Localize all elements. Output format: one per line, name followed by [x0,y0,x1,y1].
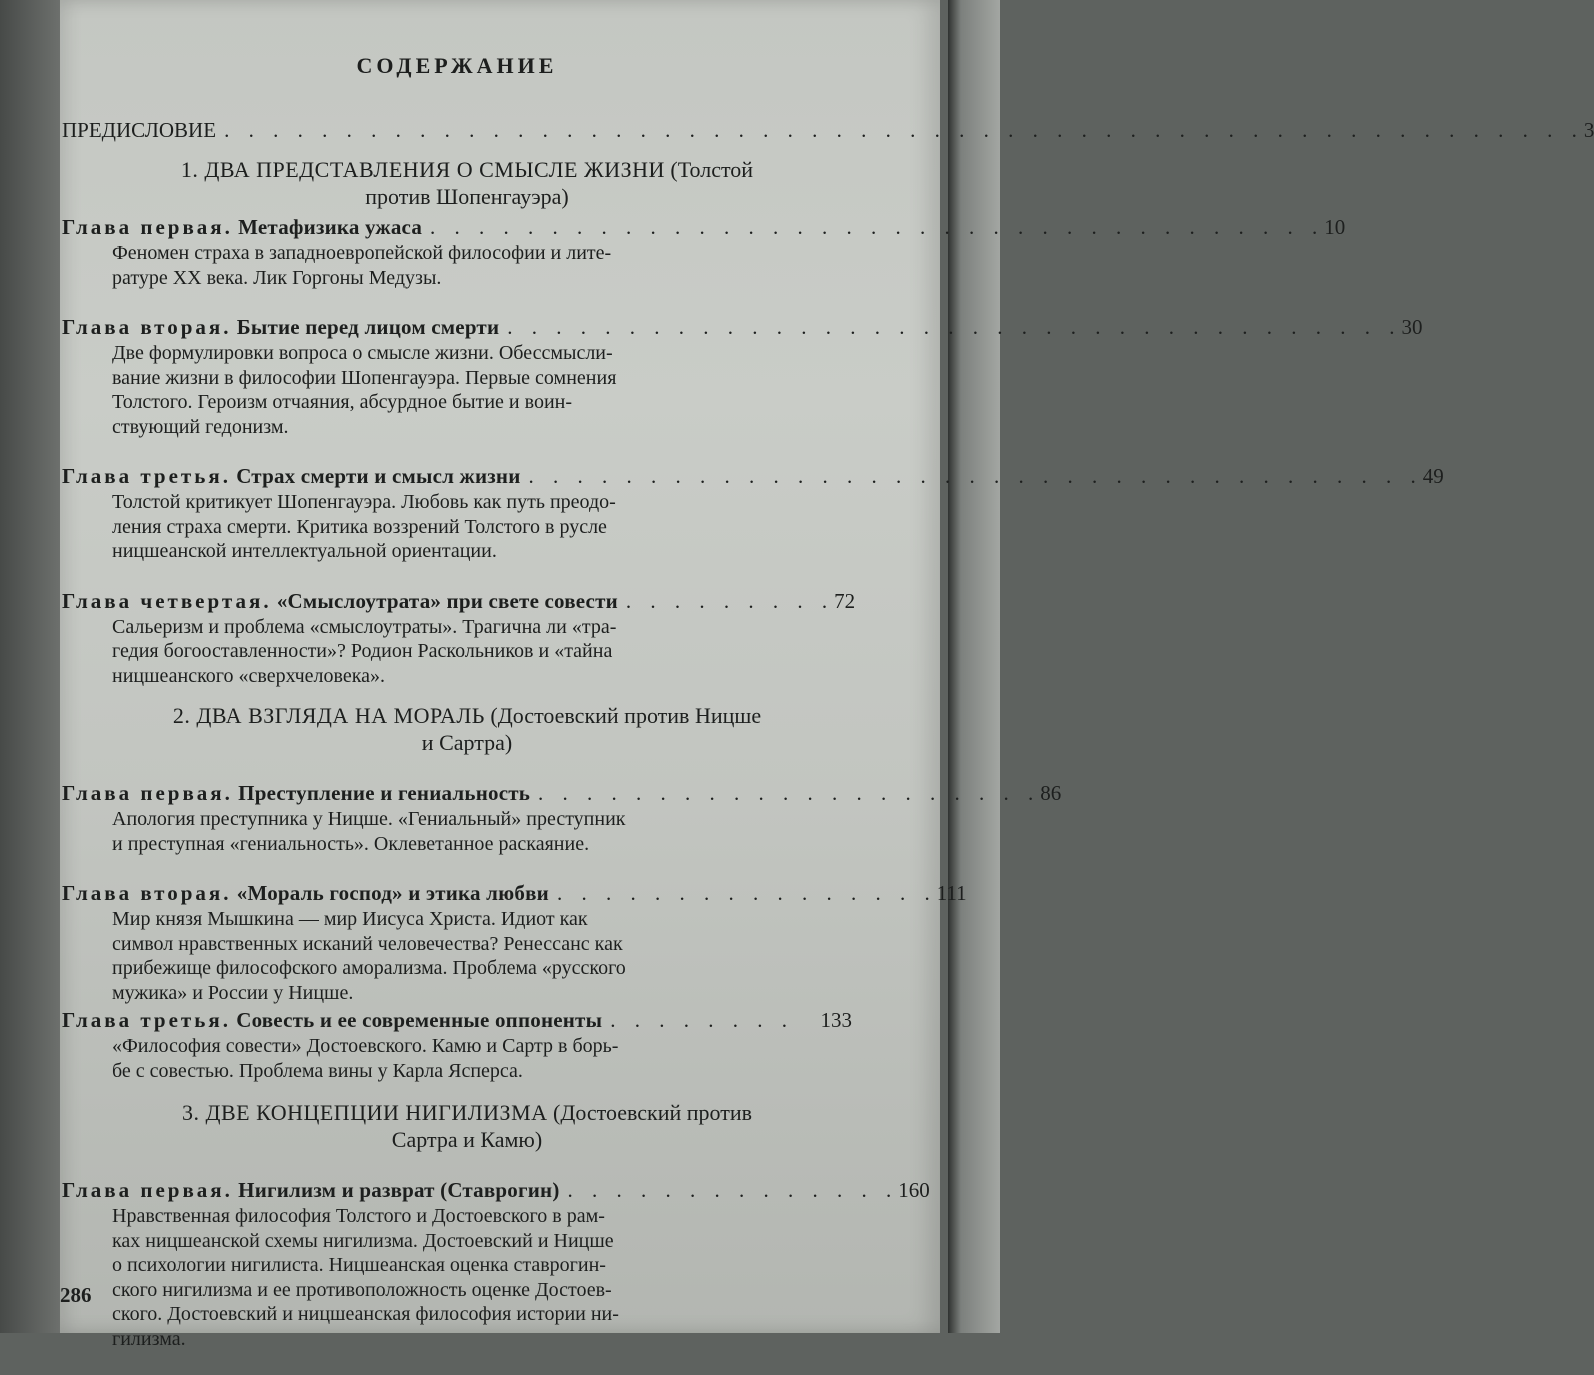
chapter-description: Сальеризм и проблема «смыслоутраты». Трагична ли «тра- гедия богооставленности»? Родион Раскольников и «тайна ницшеанского «сверхчеловека». [112,615,617,687]
chapter-description: Нравственная философия Толстого и Достоевского в рам- ках ницшеанской схемы нигилизма. Достоевский и Ницше о психологии нигилиста. Ницшеанская оценка ставрогин- ского нигилизма и ее противоположность оценке Достоев- ского. Достоевский и ницшеанская философия истории ни- гилизма. [112,1205,619,1350]
chapter-page: 10 [1324,215,1346,239]
chapter-description: Две формулировки вопроса о смысле жизни. Обессмысли- вание жизни в философии Шопенгауэра. Первые сомнения Толстого. Героизм отчаяния, абсурдное бытие и воин- ствующий гедонизм. [112,342,617,438]
part-1 [62,156,1444,688]
chapter-entry: Глава первая. Метафизика ужаса . . . . . . . . . . . . . . . . . . . . . . . . . . . . . . . . . . . . . 10 Феномен страха в западноевропейской философии и лите- ратуре XX века. Лик Горгоны Медузы. [62,215,1346,289]
toc-heading: СОДЕРЖАНИЕ [356,53,558,78]
chapter-page: 49 [1422,464,1444,488]
preface-page: 3 [1583,118,1594,142]
part-title: 3. ДВЕ КОНЦЕПЦИИ НИГИЛИЗМА (Достоевский против Сартра и Камю) [181,1100,753,1152]
chapter-description: «Философия совести» Достоевского. Камю и Сартр в борь- бе с совестью. Проблема вины у Карла Ясперса. [112,1035,619,1082]
part-title: 1. ДВА ПРЕДСТАВЛЕНИЯ О СМЫСЛЕ ЖИЗНИ (Толстой против Шопенгауэра) [180,157,754,209]
chapter-page: 133 [820,1008,852,1032]
preface-entry [62,117,1594,144]
book-spine-shadow [0,0,60,1333]
chapter-page: 86 [1040,781,1062,805]
chapter-entry: Глава первая. Нигилизм и разврат (Ставрогин) . . . . . . . . . . . . . . 160 Нравственная философия Толстого и Достоевского в рам- ках ницшеанской схемы нигилизма. Достоевский и Ницше о психологии нигилиста. Ницшеанская оценка ставрогин- ского нигилизма и ее противоположность оценке Достоев- ского. Достоевский и ницшеанская философия истории ни- гилизма. [62,1178,930,1350]
chapter-page: 72 [834,588,856,613]
chapter-entry: Глава четвертая. «Смыслоутрата» при свете совести . . . . . . . . . 72 Сальеризм и проблема «смыслоутраты». Трагична ли «тра- гедия богооставленности»? Родион Раскольников и «тайна ницшеанского «сверхчеловека». [62,588,856,687]
chapter-page: 160 [898,1178,930,1202]
facing-page-edge [948,0,1000,1333]
chapter-description: Мир князя Мышкина — мир Иисуса Христа. Идиот как символ нравственных исканий человечества? Ренессанс как прибежище философского аморализма. Проблема «русского мужика» и России у Ницше. [112,908,626,1004]
chapter-entry: Глава третья. Страх смерти и смысл жизни . . . . . . . . . . . . . . . . . . . . . . . . . . . . . . . . . . . . . 49 Толстой критикует Шопенгауэра. Любовь как путь преодо- ления страха смерти. Критика воззрений Толстого в русле ницшеанской интеллектуальной ориентации. [62,464,1444,562]
page-number: 286 [60,1283,92,1307]
preface-label: ПРЕДИСЛОВИЕ [62,118,217,142]
chapter-entry: Глава вторая. Бытие перед лицом смерти . . . . . . . . . . . . . . . . . . . . . . . . . . . . . . . . . . . . . 30 Две формулировки вопроса о смысле жизни. Обессмысли- вание жизни в философии Шопенгауэра. Первые сомнения Толстого. Героизм отчаяния, абсурдное бытие и воин- ствующий гедонизм. [62,315,1423,438]
part-title: 2. ДВА ВЗГЛЯДА НА МОРАЛЬ (Достоевский против Ницше и Сартра) [172,703,762,755]
chapter-page: 30 [1401,315,1423,339]
chapter-description: Толстой критикует Шопенгауэра. Любовь как путь преодо- ления страха смерти. Критика воззрений Толстого в русле ницшеанской интеллектуальной ориентации. [112,491,616,562]
leader-dots: . . . . . . . . . . . . . . . . . . . . . . . . . . . . . . . . . . . . . . . . . . . . . . . . . . . . . . . . [224,118,1584,142]
chapter-description: Феномен страха в западноевропейской философии и лите- ратуре XX века. Лик Горгоны Медузы. [112,242,612,289]
chapter-entry: Глава третья. Совесть и ее современные оппоненты . . . . . . . . 133 «Философия совести» Достоевского. Камю и Сартр в борь- бе с совестью. Проблема вины у Карла Ясперса. [62,1008,852,1082]
chapter-entry: Глава первая. Преступление и гениальность . . . . . . . . . . . . . . . . . . . . . 86 Апология преступника у Ницше. «Гениальный» преступник и преступная «гениальность». Оклеветанное раскаяние. [62,781,1062,855]
part-3 [62,1099,930,1351]
chapter-description: Апология преступника у Ницше. «Гениальный» преступник и преступная «гениальность». Оклеветанное раскаяние. [112,808,626,855]
table-of-contents [62,45,1594,1375]
chapter-entry: Глава вторая. «Мораль господ» и этика любви . . . . . . . . . . . . . . . . 111 Мир князя Мышкина — мир Иисуса Христа. Идиот как символ нравственных исканий человечества? Ренессанс как прибежище философского аморализма. Проблема «русского мужика» и России у Ницше. [62,881,967,1004]
part-2 [62,702,1062,1083]
chapter-page: 111 [936,881,967,905]
